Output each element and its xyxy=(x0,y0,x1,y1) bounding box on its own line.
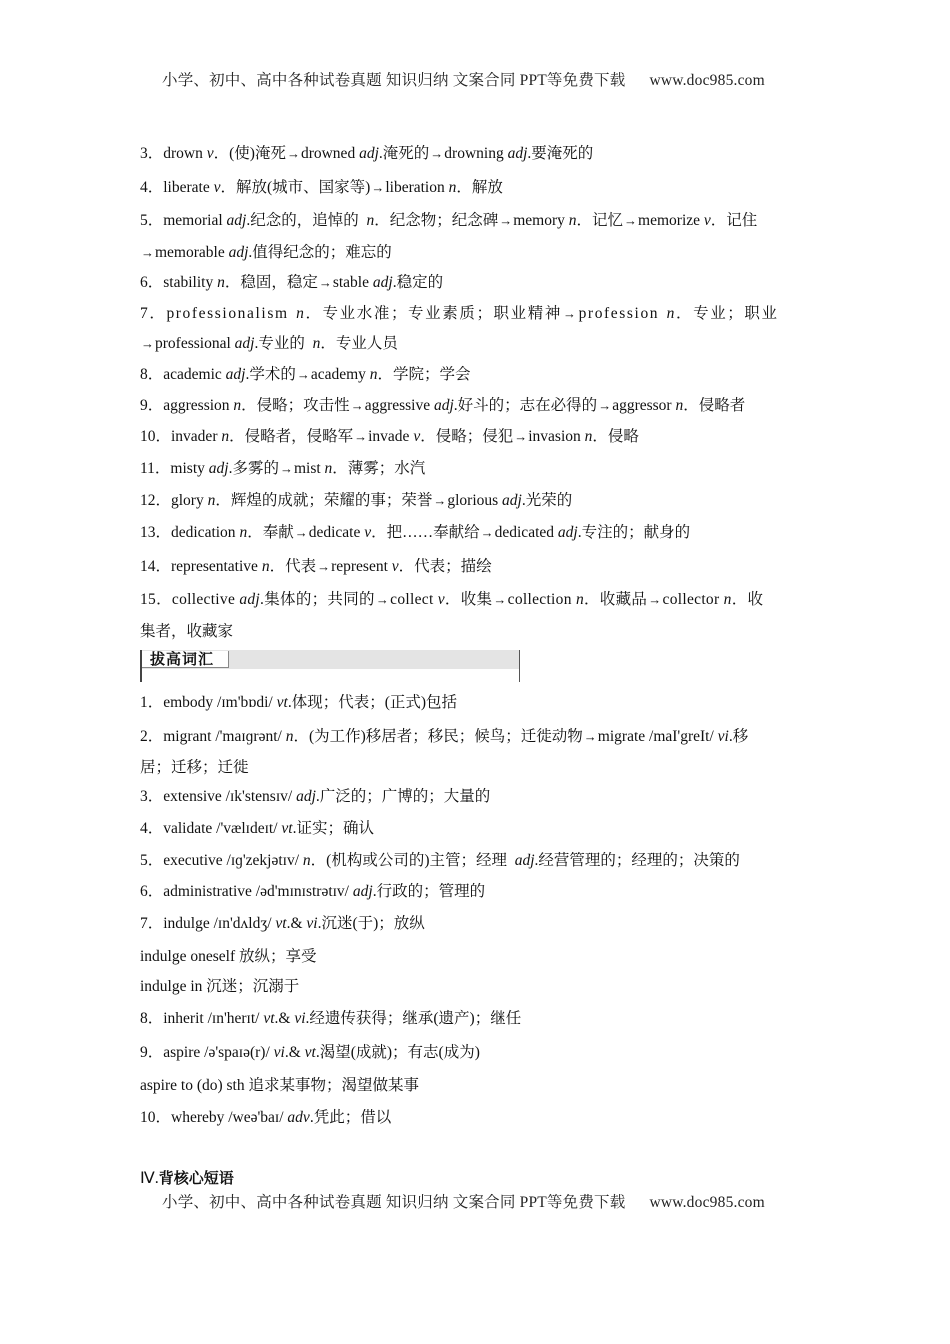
adv-item-aspire: 9．aspire /ə'spaɪə(r)/ vi.& vt.渴望(成就)；有志(成为) xyxy=(140,1044,480,1061)
word-item-stability: 6．stability n．稳固，稳定→stable adj.稳定的 xyxy=(140,274,444,291)
adv-phrase-aspire-to: aspire to (do) sth 追求某事物；渴望做某事 xyxy=(140,1077,419,1094)
section-header-advanced-vocab xyxy=(140,650,520,682)
word-item-drown: 3．drown v．(使)淹死→drowned adj.淹死的→drowning adj.要淹死的 xyxy=(140,145,594,162)
section-right-rule xyxy=(519,650,520,682)
word-item-glory: 12．glory n．辉煌的成就；荣耀的事；荣誉→glorious adj.光荣的 xyxy=(140,492,573,509)
adv-item-indulge: 7．indulge /ɪn'dʌldʒ/ vt.& vi.沉迷(于)；放纵 xyxy=(140,915,425,932)
page-footer xyxy=(162,1190,802,1212)
footer-url[interactable]: www.doc985.com xyxy=(649,1194,765,1211)
section-title: 拔高词汇 xyxy=(142,651,229,668)
adv-item-inherit: 8．inherit /ɪn'herɪt/ vt.& vi.经遗传获得；继承(遗产)；继任 xyxy=(140,1010,522,1027)
adv-item-embody: 1．embody /ɪm'bɒdi/ vt.体现；代表；(正式)包括 xyxy=(140,694,458,711)
section-heading-core-phrases xyxy=(140,1168,234,1189)
section-left-rule xyxy=(140,650,142,682)
word-item-liberate: 4．liberate v．解放(城市、国家等)→liberation n．解放 xyxy=(140,179,503,196)
adv-item-validate: 4．validate /'vælɪdeɪt/ vt.证实；确认 xyxy=(140,820,374,837)
word-item-misty: 11．misty adj.多雾的→mist n．薄雾；水汽 xyxy=(140,460,426,477)
word-item-academic: 8．academic adj.学术的→academy n．学院；学会 xyxy=(140,366,471,383)
word-item-collective-cont: 集者，收藏家 xyxy=(140,623,234,640)
word-item-dedication: 13．dedication n．奉献→dedicate v．把……奉献给→dedicated adj.专注的；献身的 xyxy=(140,524,691,541)
word-item-memorial: 5．memorial adj.纪念的，追悼的 n．纪念物；纪念碑→memory n．记忆→memorize v．记住 xyxy=(140,212,758,229)
word-item-professionalism: 7．professionalism n．专业水准；专业素质；职业精神→profession n．专业；职业 xyxy=(140,305,779,322)
adv-item-migrant-cont: 居；迁移；迁徙 xyxy=(140,759,249,776)
word-item-aggression: 9．aggression n．侵略；攻击性→aggressive adj.好斗的；志在必得的→aggressor n．侵略者 xyxy=(140,397,746,414)
word-item-memorial-cont: →memorable adj.值得纪念的；难忘的 xyxy=(141,244,392,261)
footer-text: 小学、初中、高中各种试卷真题 知识归纳 文案合同 PPT等免费下载 xyxy=(162,1194,626,1211)
adv-phrase-indulge-oneself: indulge oneself 放纵；享受 xyxy=(140,948,317,965)
adv-item-migrant: 2．migrant /'maɪɡrənt/ n．(为工作)移居者；移民；候鸟；迁徙动物→migrate /maI'greIt/ vi.移 xyxy=(140,728,749,745)
word-item-collective: 15．collective adj.集体的；共同的→collect v．收集→collection n．收藏品→collector n．收 xyxy=(140,591,764,608)
page-header xyxy=(162,68,802,90)
section-number: Ⅳ. xyxy=(140,1170,159,1187)
adv-item-executive: 5．executive /ɪɡ'zekjətɪv/ n．(机构或公司的)主管；经理 adj.经营管理的；经理的；决策的 xyxy=(140,852,740,869)
adv-phrase-indulge-in: indulge in 沉迷；沉溺于 xyxy=(140,978,300,995)
adv-item-administrative: 6．administrative /əd'mɪnɪstrətɪv/ adj.行政的；管理的 xyxy=(140,883,486,900)
section-heading-title: 背核心短语 xyxy=(158,1169,234,1187)
word-item-representative: 14．representative n．代表→represent v．代表；描绘 xyxy=(140,558,492,575)
adv-item-whereby: 10．whereby /weə'baɪ/ adv.凭此；借以 xyxy=(140,1109,392,1126)
header-text: 小学、初中、高中各种试卷真题 知识归纳 文案合同 PPT等免费下载 xyxy=(162,72,626,89)
adv-item-extensive: 3．extensive /ɪk'stensɪv/ adj.广泛的；广博的；大量的 xyxy=(140,788,491,805)
header-url[interactable]: www.doc985.com xyxy=(649,72,765,89)
word-item-invader: 10．invader n．侵略者，侵略军→invade v．侵略；侵犯→invasion n．侵略 xyxy=(140,428,639,445)
word-item-professionalism-cont: →professional adj.专业的 n．专业人员 xyxy=(141,335,398,352)
